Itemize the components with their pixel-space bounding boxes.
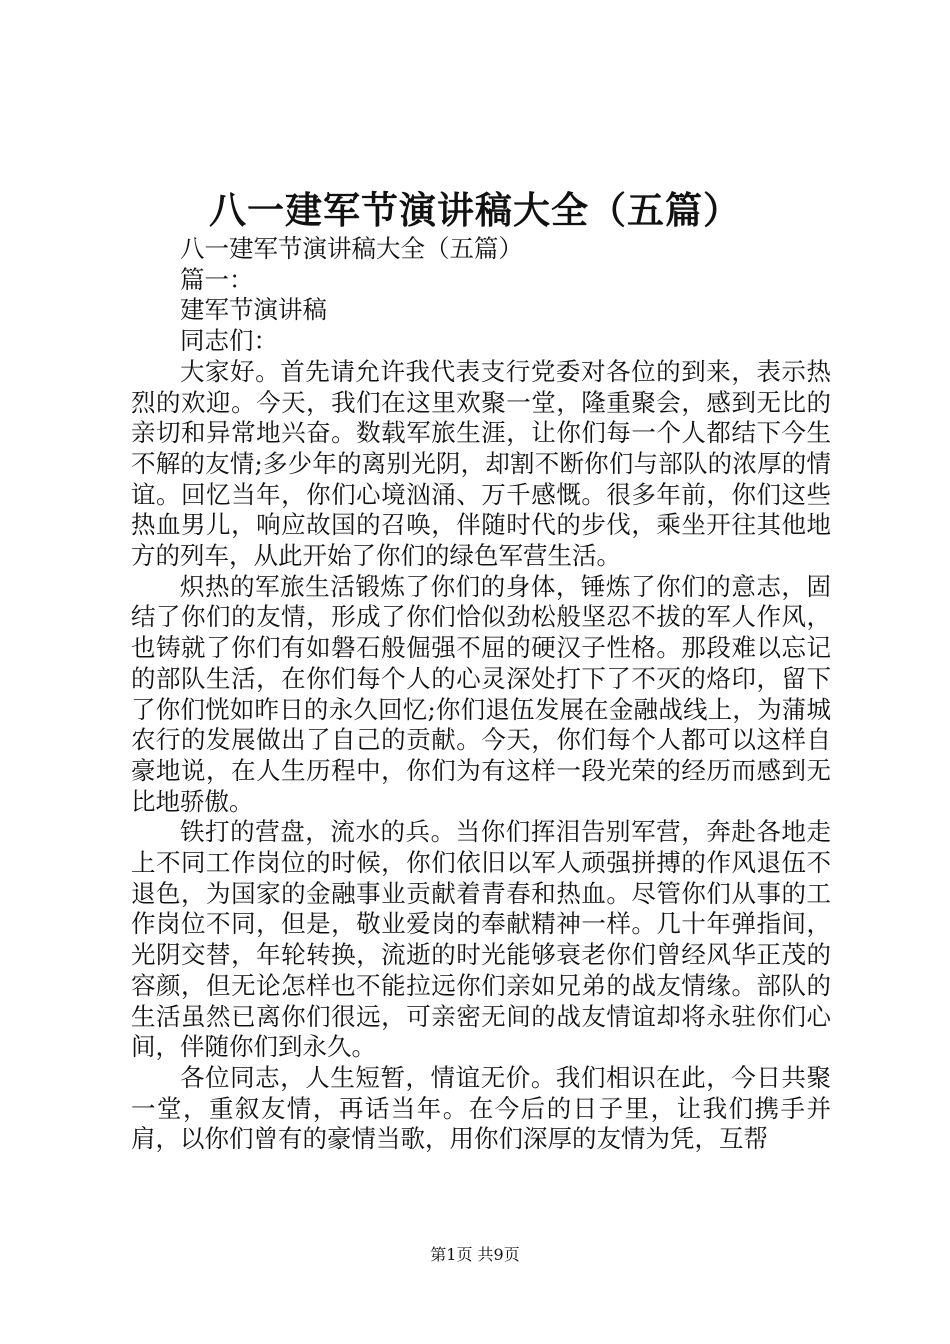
paragraph-body: 炽热的军旅生活锻炼了你们的身体，锤炼了你们的意志，固结了你们的友情，形成了你们恰似劲松般坚忍不拔的军人作风，也铸就了你们有如磐石般倔强不屈的硬汉子性格。那段难以忘记的部队生活，在你们每个人的心灵深处打下了不灭的烙印，留下了你们恍如昨日的永久回忆;你们退伍发展在金融战线上，为蒲城农行的发展做出了自己的贡献。今天，你们每个人都可以这样自豪地说，在人生历程中，你们为有这样一段光荣的经历而感到无比地骄傲。 bbox=[131, 571, 831, 816]
page-number-footer: 第1页 共9页 bbox=[430, 1245, 520, 1264]
document-title: 八一建军节演讲稿大全（五篇） bbox=[209, 188, 741, 232]
paragraph-body: 铁打的营盘，流水的兵。当你们挥泪告别军营，奔赴各地走上不同工作岗位的时候，你们依旧以军人顽强拼搏的作风退伍不退色，为国家的金融事业贡献着青春和热血。尽管你们从事的工作岗位不同，但是，敬业爱岗的奉献精神一样。几十年弹指间，光阴交替，年轮转换，流逝的时光能够衰老你们曾经风华正茂的容颜，但无论怎样也不能拉远你们亲如兄弟的战友情缘。部队的生活虽然已离你们很远，可亲密无间的战友情谊却将永驻你们心间，伴随你们到永久。 bbox=[131, 817, 831, 1062]
paragraph-salutation: 同志们： bbox=[180, 326, 278, 356]
paragraph-body: 大家好。首先请允许我代表支行党委对各位的到来，表示热烈的欢迎。今天，我们在这里欢聚一堂，隆重聚会，感到无比的亲切和异常地兴奋。数载军旅生涯，让你们每一个人都结下今生不解的友情;多少年的离别光阴，却割不断你们与部队的浓厚的情谊。回忆当年，你们心境汹涌、万千感慨。很多年前，你们这些热血男儿，响应故国的召唤，伴随时代的步伐，乘坐开往其他地方的列车，从此开始了你们的绿色军营生活。 bbox=[131, 356, 831, 571]
paragraph-subtitle: 八一建军节演讲稿大全（五篇） bbox=[180, 234, 523, 263]
paragraph-chapter-label: 篇一： bbox=[180, 264, 254, 294]
paragraph-speech-title: 建军节演讲稿 bbox=[180, 295, 327, 325]
document-body bbox=[131, 234, 831, 1155]
paragraph-body: 各位同志，人生短暂，情谊无价。我们相识在此，今日共聚一堂，重叙友情，再话当年。在今后的日子里，让我们携手并肩，以你们曾有的豪情当歌，用你们深厚的友情为凭，互帮 bbox=[131, 1062, 831, 1154]
